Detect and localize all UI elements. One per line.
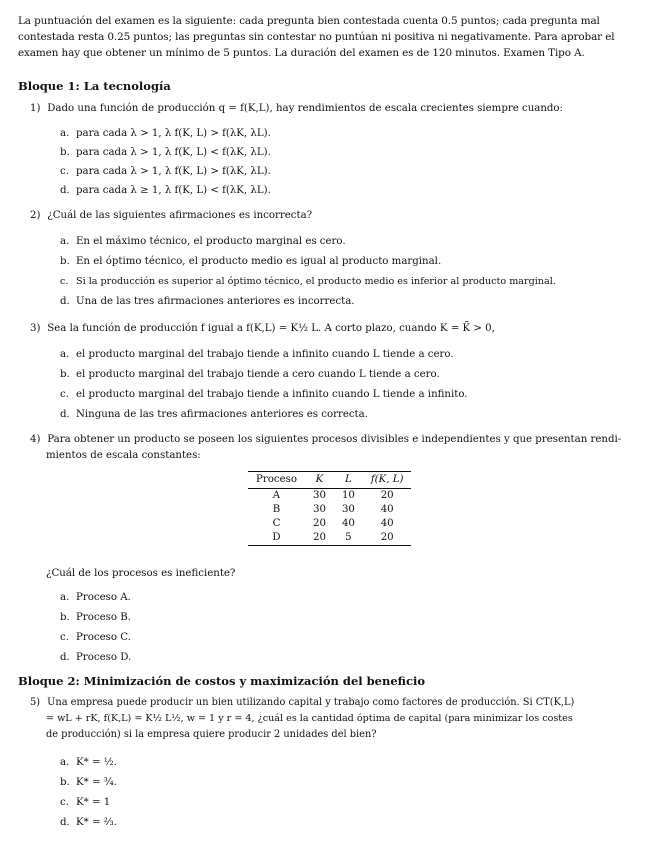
question-4 [30, 432, 640, 448]
question-number: 2) [30, 210, 41, 221]
option-text: K* = ½. [76, 757, 117, 768]
option-text: Una de las tres afirmaciones anteriores es incorrecta. [76, 296, 355, 307]
option-label: a. [60, 236, 70, 247]
table-header-row [248, 472, 411, 489]
option-label: c. [60, 389, 69, 400]
table-cell: 40 [380, 504, 394, 515]
question-text: Dado una función de producción q = f(K,L), hay rendimientos de escala crecientes siempre cuando: [47, 103, 563, 114]
table-cell: 30 [312, 490, 326, 501]
option-text: K* = ⅔. [76, 817, 117, 828]
option-2c[interactable] [60, 274, 640, 290]
table-cell: 30 [312, 504, 326, 515]
table-cell: 20 [363, 531, 412, 546]
table-cell: 40 [380, 518, 394, 529]
table-cell: B [272, 504, 281, 515]
option-4b[interactable] [60, 610, 131, 626]
option-label: a. [60, 349, 70, 360]
option-3c[interactable] [60, 387, 468, 403]
table-row [248, 531, 411, 546]
option-2b[interactable] [60, 254, 441, 270]
column-header: K [305, 472, 334, 489]
option-label: b. [60, 369, 70, 380]
option-text: En el máximo técnico, el producto marginal es cero. [76, 236, 346, 247]
option-text: para cada λ > 1, λ f(K, L) > f(λK, λL). [76, 128, 271, 139]
table-row [248, 489, 411, 504]
option-label: d. [60, 185, 70, 196]
option-text: Proceso A. [76, 592, 131, 603]
option-label: c. [60, 797, 69, 808]
option-label: a. [60, 128, 70, 139]
option-label: a. [60, 592, 70, 603]
question-text: Una empresa puede producir un bien utilizando capital y trabajo como factores de producción. Si CT(K,L) [47, 697, 575, 708]
option-1a[interactable] [60, 126, 271, 142]
exam-instructions: La puntuación del examen es la siguiente: cada pregunta bien contestada cuenta 0.5 puntos; cada pregunta mal contestada resta 0.25 puntos; las preguntas sin contestar no puntúan ni positiva ni negativamente. Para aprobar el examen hay que obtener un mínimo de 5 puntos. La duración del examen es de 120 minutos. Examen Tipo A. [18, 15, 615, 59]
option-text: En el óptimo técnico, el producto medio es igual al producto marginal. [76, 256, 442, 267]
option-text: el producto marginal del trabajo tiende a cero cuando L tiende a cero. [76, 369, 440, 380]
table-cell: 10 [341, 490, 355, 501]
column-header: f(K, L) [363, 472, 412, 489]
question-text: Sea la función de producción f igual a f(K,L) = K½ L. A corto plazo, cuando K = K̄ > 0, [47, 323, 495, 334]
option-text: para cada λ ≥ 1, λ f(K, L) < f(λK, λL). [76, 185, 271, 196]
table-cell: 5 [334, 531, 363, 546]
option-label: c. [60, 166, 69, 177]
question-2 [30, 208, 640, 224]
option-text: Si la producción es superior al óptimo técnico, el producto medio es inferior al producto marginal. [76, 276, 556, 287]
table-cell: C [272, 518, 281, 529]
option-label: b. [60, 612, 70, 623]
option-1d[interactable] [60, 183, 271, 199]
option-text: el producto marginal del trabajo tiende a infinito cuando L tiende a cero. [76, 349, 454, 360]
question-4-text-cont: mientos de escala constantes: [46, 450, 201, 461]
option-5a[interactable] [60, 755, 117, 771]
option-label: a. [60, 757, 70, 768]
option-5d[interactable] [60, 815, 117, 831]
question-5-text-cont2: de producción) si la empresa quiere producir 2 unidades del bien? [46, 729, 377, 740]
option-label: b. [60, 256, 70, 267]
option-5c[interactable] [60, 795, 110, 811]
option-label: b. [60, 147, 70, 158]
block1-title: Bloque 1: La tecnología [18, 79, 171, 93]
table-row [248, 503, 411, 517]
table-cell: A [272, 490, 281, 501]
table-cell: 20 [305, 531, 334, 546]
table-cell: 20 [380, 490, 394, 501]
question-4-followup: ¿Cuál de los procesos es ineficiente? [46, 568, 236, 579]
question-number: 5) [30, 697, 41, 708]
table-row [248, 517, 411, 531]
option-text: Proceso C. [76, 632, 131, 643]
option-label: c. [60, 276, 69, 287]
option-label: c. [60, 632, 69, 643]
table-cell: 30 [341, 504, 355, 515]
question-number: 1) [30, 103, 41, 114]
option-text: K* = ¾. [76, 777, 117, 788]
question-text: ¿Cuál de las siguientes afirmaciones es incorrecta? [47, 210, 313, 221]
option-4a[interactable] [60, 590, 131, 606]
question-number: 4) [30, 434, 41, 445]
option-4d[interactable] [60, 650, 131, 666]
option-4c[interactable] [60, 630, 131, 646]
question-1 [30, 101, 640, 117]
question-text: Para obtener un producto se poseen los siguientes procesos divisibles e independientes y que presentan rendi- [47, 434, 622, 445]
option-5b[interactable] [60, 775, 117, 791]
option-text: para cada λ > 1, λ f(K, L) < f(λK, λL). [76, 147, 271, 158]
option-3d[interactable] [60, 407, 368, 423]
question-number: 3) [30, 323, 41, 334]
option-1c[interactable] [60, 164, 271, 180]
table-cell: 40 [341, 518, 355, 529]
column-header: Proceso [248, 472, 305, 489]
question-5-text-cont: = wL + rK, f(K,L) = K½ L½, w = 1 y r = 4, ¿cuál es la cantidad óptima de capital (para minimizar los costes [46, 713, 573, 724]
option-label: b. [60, 777, 70, 788]
option-text: para cada λ > 1, λ f(K, L) > f(λK, λL). [76, 166, 271, 177]
option-text: Ninguna de las tres afirmaciones anteriores es correcta. [76, 409, 368, 420]
option-2a[interactable] [60, 234, 346, 250]
option-text: Proceso D. [76, 652, 132, 663]
option-label: d. [60, 409, 70, 420]
process-table [248, 471, 411, 546]
option-2d[interactable] [60, 294, 355, 310]
option-3a[interactable] [60, 347, 454, 363]
option-3b[interactable] [60, 367, 440, 383]
option-label: d. [60, 817, 70, 828]
column-header: L [334, 472, 363, 489]
question-3 [30, 321, 640, 337]
table-cell: D [248, 531, 305, 546]
table-cell: 20 [312, 518, 326, 529]
question-5 [30, 695, 640, 711]
block2-title: Bloque 2: Minimización de costos y maximización del beneficio [18, 674, 426, 688]
option-text: K* = 1 [76, 797, 111, 808]
option-text: el producto marginal del trabajo tiende a infinito cuando L tiende a infinito. [76, 389, 468, 400]
option-label: d. [60, 296, 70, 307]
option-text: Proceso B. [76, 612, 131, 623]
option-label: d. [60, 652, 70, 663]
option-1b[interactable] [60, 145, 271, 161]
